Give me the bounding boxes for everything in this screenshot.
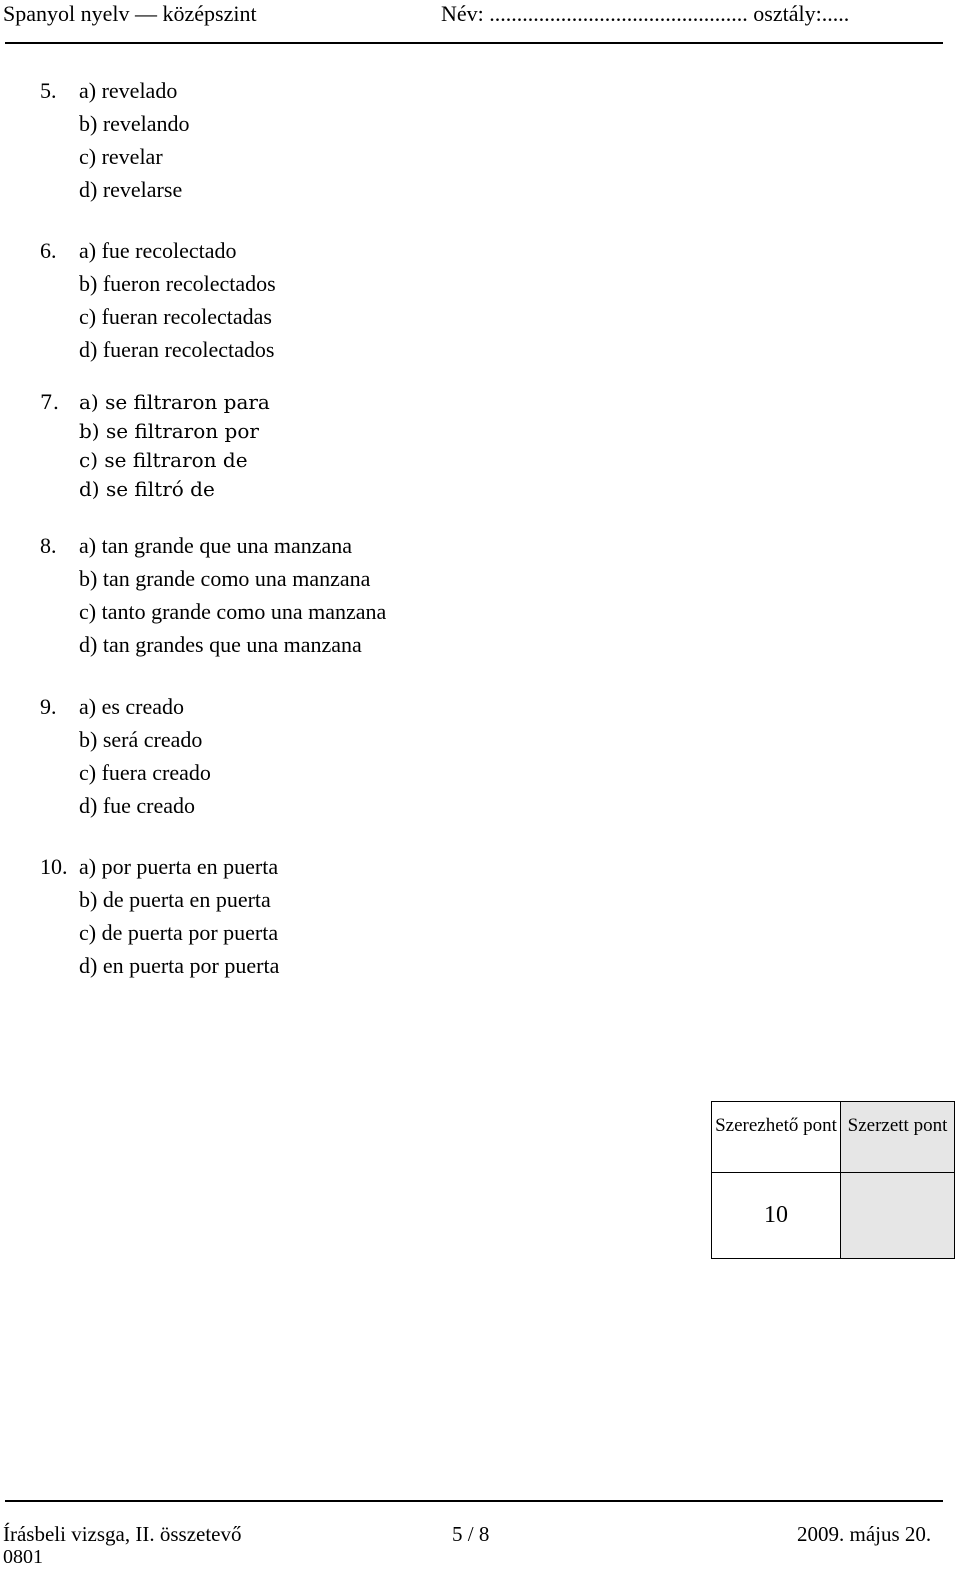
option-b: b) se filtraron por: [79, 419, 259, 443]
footer-date: 2009. május 20.: [797, 1522, 932, 1546]
option-b: b) será creado: [79, 727, 203, 752]
option-a: a) tan grande que una manzana: [79, 533, 353, 558]
option-a: a) es creado: [79, 694, 185, 719]
option-c: c) se filtraron de: [79, 448, 248, 472]
option-b: b) tan grande como una manzana: [79, 566, 371, 591]
option-c: c) revelar: [79, 144, 163, 169]
footer-exam-part: Írásbeli vizsga, II. összetevő: [3, 1522, 242, 1546]
header-name-class: Név: ............................................... osztály:.....: [441, 1, 850, 26]
option-d: d) tan grandes que una manzana: [79, 632, 362, 657]
footer-code: 0801: [3, 1546, 43, 1568]
footer-page-number: 5 / 8: [452, 1522, 490, 1546]
option-c: c) fueran recolectadas: [79, 304, 272, 329]
option-d: d) fueran recolectados: [79, 337, 275, 362]
option-d: d) revelarse: [79, 177, 183, 202]
earned-points-header: Szerzett pont: [841, 1102, 954, 1173]
header-rule: [5, 42, 943, 44]
max-points-value: 10: [712, 1173, 841, 1258]
option-c: c) de puerta por puerta: [79, 920, 279, 945]
option-a: a) fue recolectado: [79, 238, 237, 263]
option-a: a) por puerta en puerta: [79, 854, 279, 879]
earned-points-value[interactable]: [841, 1173, 954, 1258]
question-number: 5.: [40, 78, 57, 103]
question-number: 7.: [40, 390, 60, 414]
question-number: 9.: [40, 694, 57, 719]
score-table: [711, 1101, 955, 1259]
option-b: b) revelando: [79, 111, 190, 136]
header-subject: Spanyol nyelv — középszint: [3, 1, 257, 26]
question-number: 8.: [40, 533, 57, 558]
option-d: d) fue creado: [79, 793, 196, 818]
option-a: a) revelado: [79, 78, 178, 103]
footer-rule: [5, 1500, 943, 1502]
question-number: 10.: [40, 854, 68, 879]
option-d: d) en puerta por puerta: [79, 953, 280, 978]
option-c: c) tanto grande como una manzana: [79, 599, 387, 624]
option-b: b) de puerta en puerta: [79, 887, 271, 912]
max-points-header: Szerezhető pont: [712, 1102, 841, 1173]
option-b: b) fueron recolectados: [79, 271, 276, 296]
option-c: c) fuera creado: [79, 760, 211, 785]
option-d: d) se filtró de: [79, 477, 215, 501]
question-number: 6.: [40, 238, 57, 263]
option-a: a) se filtraron para: [79, 390, 270, 414]
